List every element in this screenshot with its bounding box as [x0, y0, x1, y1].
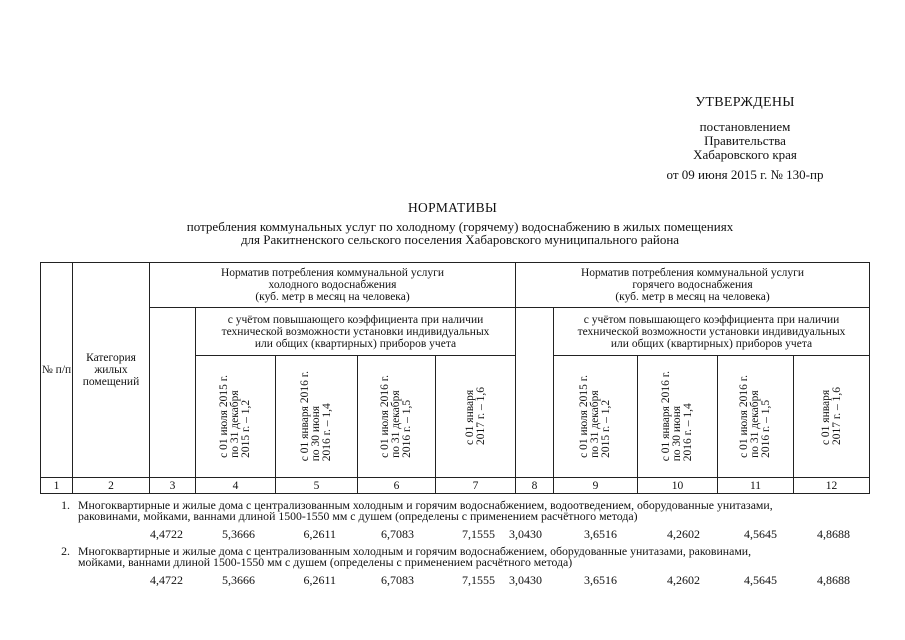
column-number: 3	[150, 478, 196, 494]
row-number: 2.	[61, 544, 70, 558]
column-number: 6	[358, 478, 436, 494]
value-cell: 4,2602	[667, 573, 700, 587]
approval-line-1: постановлением	[699, 119, 791, 134]
value-cell: 3,6516	[584, 573, 617, 587]
value-cell: 4,4722	[150, 573, 183, 587]
approval-line-4: от 09 июня 2015 г. № 130-пр	[666, 167, 824, 182]
value-cell: 3,0430	[509, 527, 542, 541]
header-period-hot-3: с 01 июля 2016 г. по 31 декабря 2016 г. – 1,5	[718, 356, 794, 478]
column-number: 8	[516, 478, 554, 494]
value-cell: 4,2602	[667, 527, 700, 541]
column-number: 10	[638, 478, 718, 494]
header-cold-water: Норматив потребления коммунальной услуги холодного водоснабжения (куб. метр в месяц на человека)	[150, 263, 516, 308]
column-number: 5	[276, 478, 358, 494]
value-cell: 3,6516	[584, 527, 617, 541]
header-period-hot-1: с 01 июля 2015 г. по 31 декабря 2015 г. – 1,2	[554, 356, 638, 478]
row-line-1: Многоквартирные и жилые дома с централизованным холодным и горячим водоснабжением, оборудованные унитазами, раковинами,	[78, 544, 752, 558]
approval-heading: УТВЕРЖДЕНЫ	[695, 95, 795, 110]
value-cell: 4,5645	[744, 573, 777, 587]
header-hot-water: Норматив потребления коммунальной услуги горячего водоснабжения (куб. метр в месяц на человека)	[516, 263, 870, 308]
value-cell: 5,3666	[222, 573, 255, 587]
header-num: № п/п	[41, 263, 73, 478]
header-period-hot-2: с 01 января 2016 г. по 30 июня 2016 г. – 1,4	[638, 356, 718, 478]
header-period-cold-1: с 01 июля 2015 г. по 31 декабря 2015 г. – 1,2	[196, 356, 276, 478]
row-line-2: мойками, ваннами длиной 1500-1550 мм с душем (определены с применением расчётного метода)	[78, 555, 573, 569]
value-cell: 7,1555	[462, 573, 495, 587]
header-period-hot-4: с 01 января 2017 г. – 1,6	[794, 356, 870, 478]
header-hot-base	[516, 308, 554, 478]
value-cell: 6,2611	[303, 527, 336, 541]
value-cell: 4,4722	[150, 527, 183, 541]
header-period-cold-3: с 01 июля 2016 г. по 31 декабря 2016 г. – 1,5	[358, 356, 436, 478]
value-cell: 3,0430	[509, 573, 542, 587]
column-number: 1	[41, 478, 73, 494]
row-line-2: раковинами, мойками, ваннами длиной 1500-1550 мм с душем (определены с применением расчётного метода)	[78, 509, 638, 523]
table-row-2-description	[52, 546, 872, 568]
header-cold-coefficient: с учётом повышающего коэффициента при наличии технической возможности установки индивидуальных или общих (квартирных) приборов учета	[196, 308, 516, 356]
header-hot-coefficient: с учётом повышающего коэффициента при наличии технической возможности установки индивидуальных или общих (квартирных) приборов учета	[554, 308, 870, 356]
document-subtitle	[60, 220, 860, 246]
approval-line-2: Правительства	[704, 133, 786, 148]
value-cell: 6,7083	[381, 573, 414, 587]
column-number: 4	[196, 478, 276, 494]
subtitle-line-2: для Ракитненского сельского поселения Хабаровского муниципального района	[240, 232, 680, 247]
row-number: 1.	[61, 498, 70, 512]
column-number: 12	[794, 478, 870, 494]
value-cell: 4,5645	[744, 527, 777, 541]
column-number-row	[41, 478, 870, 494]
header-period-cold-2: с 01 января 2016 г. по 30 июня 2016 г. – 1,4	[276, 356, 358, 478]
value-cell: 4,8688	[817, 573, 850, 587]
value-cell: 4,8688	[817, 527, 850, 541]
value-cell: 6,7083	[381, 527, 414, 541]
value-cell: 5,3666	[222, 527, 255, 541]
subtitle-line-1: потребления коммунальных услуг по холодному (горячему) водоснабжению в жилых помещениях	[186, 219, 734, 234]
value-cell: 6,2611	[303, 573, 336, 587]
header-category: Категория жилых помещений	[73, 263, 150, 478]
column-number: 7	[436, 478, 516, 494]
header-cold-base	[150, 308, 196, 478]
value-cell: 7,1555	[462, 527, 495, 541]
approval-block	[600, 96, 890, 182]
approval-line-3: Хабаровского края	[693, 147, 797, 162]
document-title: НОРМАТИВЫ	[407, 200, 498, 215]
column-number: 9	[554, 478, 638, 494]
norms-table	[40, 262, 870, 494]
column-number: 2	[73, 478, 150, 494]
table-row-1-description	[52, 500, 872, 522]
header-period-cold-4: с 01 января 2017 г. – 1,6	[436, 356, 516, 478]
row-line-1: Многоквартирные и жилые дома с централизованным холодным и горячим водоснабжением, водоотведением, оборудованные унитазами,	[78, 498, 773, 512]
column-number: 11	[718, 478, 794, 494]
